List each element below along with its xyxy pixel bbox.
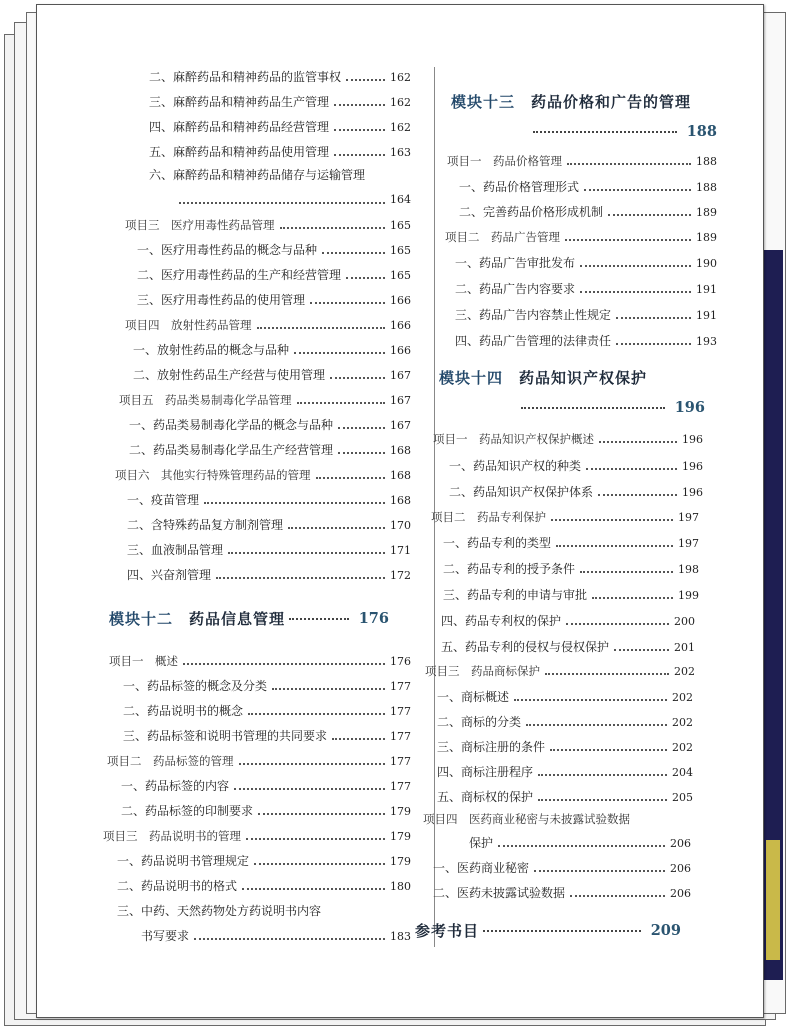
toc-entry[interactable]: 四、药品广告管理的法律责任 193 — [455, 334, 717, 348]
toc-entry[interactable]: 二、药品知识产权保护体系 196 — [449, 485, 703, 499]
toc-entry-wrapped[interactable]: 三、中药、天然药物处方药说明书内容 — [117, 904, 322, 918]
toc-entry[interactable]: 一、药品价格管理形式 188 — [459, 180, 717, 194]
toc-entry[interactable]: 二、完善药品价格形成机制 189 — [459, 205, 717, 219]
toc-entry-continuation[interactable]: 书写要求 183 — [141, 929, 411, 943]
toc-entry[interactable]: 四、商标注册程序 204 — [437, 765, 693, 779]
toc-entry[interactable]: 二、麻醉药品和精神药品的监管事权 162 — [149, 70, 411, 84]
toc-entry[interactable]: 一、放射性药品的概念与品种 166 — [133, 343, 411, 357]
module-title: 模块十二 药品信息管理 — [109, 610, 286, 628]
toc-entry[interactable]: 二、药品说明书的概念 177 — [123, 704, 411, 718]
toc-entry[interactable]: 二、药品广告内容要求 191 — [455, 282, 717, 296]
module-heading[interactable] — [109, 608, 389, 629]
module-heading[interactable]: 模块十四 药品知识产权保护 — [439, 369, 648, 387]
toc-entry[interactable]: 一、药品专利的类型 197 — [443, 536, 699, 550]
toc-project[interactable]: 项目二 药品广告管理 189 — [445, 230, 717, 244]
toc-entry[interactable]: 三、血液制品管理 171 — [127, 543, 411, 557]
toc-entry[interactable]: 一、医疗用毒性药品的概念与品种 165 — [137, 243, 411, 257]
toc-entry[interactable]: 一、药品知识产权的种类 196 — [449, 459, 703, 473]
module-page-line: 196 — [521, 399, 705, 416]
toc-entry[interactable]: 一、疫苗管理 168 — [127, 493, 411, 507]
toc-entry[interactable]: 一、药品标签的概念及分类 177 — [123, 679, 411, 693]
toc-entry-continuation[interactable]: 保护 206 — [469, 836, 691, 850]
toc-project[interactable]: 项目六 其他实行特殊管理药品的管理 168 — [115, 468, 411, 482]
toc-entry[interactable]: 四、麻醉药品和精神药品经营管理 162 — [149, 120, 411, 134]
toc-entry[interactable]: 五、药品专利的侵权与侵权保护 201 — [441, 640, 695, 654]
toc-entry[interactable]: 四、兴奋剂管理 172 — [127, 568, 411, 582]
toc-project[interactable]: 项目二 药品标签的管理 177 — [107, 754, 411, 768]
references-heading[interactable] — [415, 920, 681, 941]
toc-project[interactable]: 项目一 药品价格管理 188 — [447, 154, 717, 168]
toc-entry[interactable]: 二、商标的分类 202 — [437, 715, 693, 729]
toc-entry[interactable]: 一、药品说明书管理规定 179 — [117, 854, 411, 868]
module-heading[interactable]: 模块十三 药品价格和广告的管理 — [451, 93, 692, 111]
toc-entry[interactable]: 一、药品类易制毒化学品的概念与品种 167 — [129, 418, 411, 432]
book-spine-accent — [766, 840, 780, 960]
toc-entry-continuation[interactable]: 164 — [179, 192, 411, 210]
toc-project[interactable]: 项目一 药品知识产权保护概述 196 — [433, 432, 703, 446]
toc-entry[interactable]: 三、商标注册的条件 202 — [437, 740, 693, 754]
toc-entry[interactable]: 五、麻醉药品和精神药品使用管理 163 — [149, 145, 411, 159]
toc-entry[interactable]: 二、放射性药品生产经营与使用管理 167 — [133, 368, 411, 382]
toc-entry[interactable]: 一、药品标签的内容 177 — [121, 779, 411, 793]
module-page: 176 — [358, 610, 389, 627]
toc-entry[interactable]: 三、药品标签和说明书管理的共同要求 177 — [123, 729, 411, 743]
toc-entry[interactable]: 三、药品广告内容禁止性规定 191 — [455, 308, 717, 322]
toc-entry[interactable]: 二、医疗用毒性药品的生产和经营管理 165 — [137, 268, 411, 282]
toc-entry[interactable]: 一、药品广告审批发布 190 — [455, 256, 717, 270]
toc-entry[interactable]: 二、药品专利的授予条件 198 — [443, 562, 699, 576]
toc-entry[interactable]: 二、药品类易制毒化学品生产经营管理 168 — [129, 443, 411, 457]
toc-project[interactable]: 项目四 放射性药品管理 166 — [125, 318, 411, 332]
toc-entry[interactable]: 三、麻醉药品和精神药品生产管理 162 — [149, 95, 411, 109]
toc-project[interactable]: 项目三 药品商标保护 202 — [425, 664, 695, 678]
toc-project[interactable]: 项目五 药品类易制毒化学品管理 167 — [119, 393, 411, 407]
toc-page — [36, 4, 764, 1018]
toc-project[interactable]: 项目三 药品说明书的管理 179 — [103, 829, 411, 843]
toc-entry[interactable]: 二、医药未披露试验数据 206 — [433, 886, 691, 900]
toc-entry[interactable]: 二、药品说明书的格式 180 — [117, 879, 411, 893]
toc-entry[interactable]: 二、含特殊药品复方制剂管理 170 — [127, 518, 411, 532]
toc-entry[interactable]: 二、药品标签的印制要求 179 — [121, 804, 411, 818]
references-page: 209 — [650, 922, 681, 939]
toc-entry[interactable]: 一、商标概述 202 — [437, 690, 693, 704]
toc-entry[interactable]: 三、药品专利的申请与审批 199 — [443, 588, 699, 602]
toc-entry-wrapped[interactable]: 六、麻醉药品和精神药品储存与运输管理 — [149, 168, 366, 182]
toc-entry[interactable]: 五、商标权的保护 205 — [437, 790, 693, 804]
module-page-line: 188 — [533, 123, 717, 140]
references-title: 参考书目 — [415, 922, 480, 940]
toc-project[interactable]: 项目一 概述 176 — [109, 654, 411, 668]
toc-entry[interactable]: 一、医药商业秘密 206 — [433, 861, 691, 875]
toc-entry[interactable]: 四、药品专利权的保护 200 — [441, 614, 695, 628]
toc-entry[interactable]: 三、医疗用毒性药品的使用管理 166 — [137, 293, 411, 307]
toc-project[interactable]: 项目三 医疗用毒性药品管理 165 — [125, 218, 411, 232]
toc-project[interactable]: 项目二 药品专利保护 197 — [431, 510, 699, 524]
toc-project-wrapped[interactable]: 项目四 医药商业秘密与未披露试验数据 — [423, 812, 630, 826]
